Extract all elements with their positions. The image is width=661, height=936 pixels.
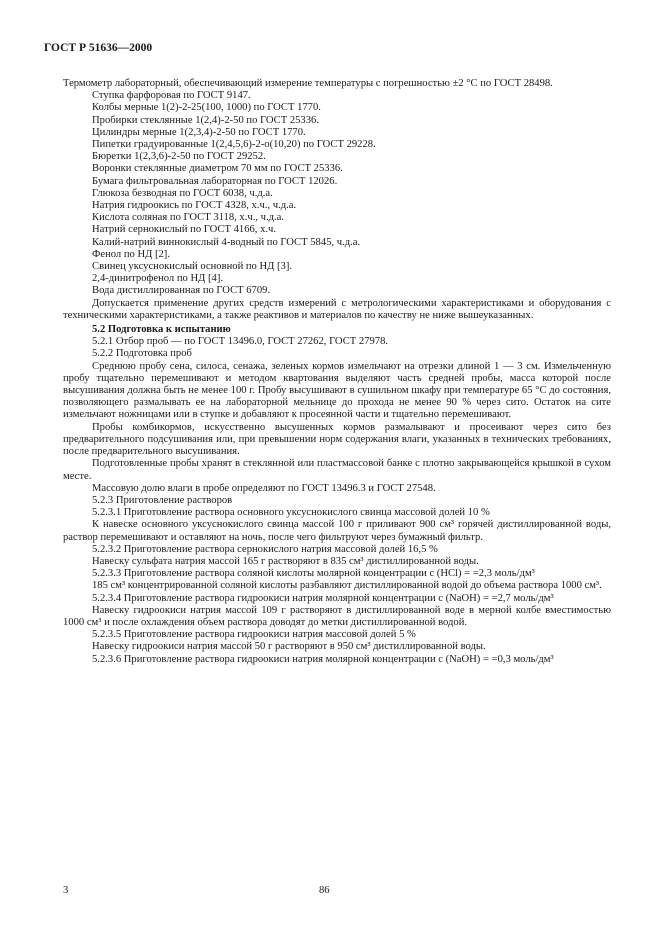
list-item: Пипетки градуированные 1(2,4,5,6)-2-о(10,20) по ГОСТ 29228. [92, 139, 376, 151]
paragraph: 5.2.2 Подготовка проб [92, 348, 192, 360]
paragraph: 5.2.3.5 Приготовление раствора гидроокиси натрия массовой долей 5 % [92, 629, 416, 641]
list-item: Бумага фильтровальная лабораторная по ГОСТ 12026. [92, 175, 338, 187]
page-number-left: 3 [63, 885, 69, 896]
document-body [63, 78, 611, 666]
paragraph: Подготовленные пробы хранят в стеклянной или пластмассовой банке с плотно закрывающейся крышкой в сухом месте. [63, 458, 611, 482]
list-item: Фенол по НД [2]. [92, 248, 170, 260]
paragraph: Массовую долю влаги в пробе определяют по ГОСТ 13496.3 и ГОСТ 27548. [92, 482, 436, 494]
paragraph: 5.2.3.2 Приготовление раствора сернокислого натрия массовой долей 16,5 % [92, 543, 438, 555]
list-item: Натрий сернокислый по ГОСТ 4166, х.ч. [92, 224, 277, 236]
list-item: Пробирки стеклянные 1(2,4)-2-50 по ГОСТ 25336. [92, 114, 319, 126]
list-item: Калий-натрий виннокислый 4-водный по ГОСТ 5845, ч.д.а. [92, 236, 361, 248]
paragraph: 5.2.3 Приготовление растворов [92, 494, 233, 506]
list-item: Воронки стеклянные диаметром 70 мм по ГОСТ 25336. [92, 163, 343, 175]
paragraph: Навеску сульфата натрия массой 165 г растворяют в 835 см³ дистиллированной воды. [92, 555, 479, 567]
paragraph: Термометр лабораторный, обеспечивающий измерение температуры с погрешностью ±2 °С по ГОСТ 28498. [63, 78, 553, 89]
list-item: Свинец уксуснокислый основной по НД [3]. [92, 261, 293, 273]
document-header: ГОСТ Р 51636—2000 [44, 42, 153, 54]
page-number-center: 86 [319, 885, 330, 896]
paragraph: Навеску гидроокиси натрия массой 109 г растворяют в дистиллированной воде в мерной колбе вместимостью 1000 см³ и после охлаждения объем раствора доводят до метки дистиллированной водой. [63, 604, 611, 628]
paragraph: 5.2.3.4 Приготовление раствора гидроокиси натрия молярной концентрации c (NaOH) = =2,7 моль/дм³ [92, 592, 554, 604]
list-item: Цилиндры мерные 1(2,3,4)-2-50 по ГОСТ 1770. [92, 126, 306, 138]
list-item: Натрия гидроокись по ГОСТ 4328, х.ч., ч.д.а. [92, 200, 297, 212]
list-item: Кислота соляная по ГОСТ 3118, х.ч., ч.д.а. [92, 212, 285, 224]
list-item: Глюкоза безводная по ГОСТ 6038, ч.д.а. [92, 187, 273, 199]
list-item: Бюретки 1(2,3,6)-2-50 по ГОСТ 29252. [92, 151, 266, 163]
paragraph: 5.2.1 Отбор проб — по ГОСТ 13496.0, ГОСТ 27262, ГОСТ 27978. [92, 336, 389, 348]
list-item: 2,4-динитрофенол по НД [4]. [92, 273, 223, 285]
paragraph: К навеске основного уксуснокислого свинца массой 100 г приливают 900 см³ горячей дистиллированной воды, раствор перемешивают и оставляют на ночь, после чего фильтруют через бумажный фильтр. [63, 519, 611, 543]
section-heading [63, 324, 611, 336]
list-item: Вода дистиллированная по ГОСТ 6709. [92, 285, 271, 297]
paragraph: 5.2.3.6 Приготовление раствора гидроокиси натрия молярной концентрации c (NaOH) = =0,3 моль/дм³ [92, 653, 554, 665]
paragraph: Среднюю пробу сена, силоса, сенажа, зеленых кормов измельчают на отрезки длиной 1 — 3 см. Измельченную пробу тщательно перемешивают и методом квартования выделяют часть средней пробы, масса которой после высушивания должна быть не менее 100 г. Пробу высушивают в сушильном шкафу при температуре 65 °С до состояния, позволяющего размалывать ее на лабораторной мельнице до прохода не менее 90 % через сито. Остаток на сите измельчают ножницами или в ступке и добавляют к просеянной части и тщательно перемешивают. [63, 360, 611, 421]
paragraph: 5.2.3.3 Приготовление раствора соляной кислоты молярной концентрации c (HCl) = =2,3 моль/дм³ [92, 568, 535, 580]
paragraph: Допускается применение других средств измерений с метрологическими характеристиками и оборудования с техническими характеристиками, а также реактивов и материалов по качеству не ниже вышеуказанных. [63, 297, 611, 321]
section-heading-text: 5.2 Подготовка к испытанию [92, 324, 231, 336]
paragraph: 5.2.3.1 Приготовление раствора основного уксуснокислого свинца массовой долей 10 % [92, 507, 490, 519]
list-item: Колбы мерные 1(2)-2-25(100, 1000) по ГОСТ 1770. [92, 102, 321, 114]
paragraph: Навеску гидроокиси натрия массой 50 г растворяют в 950 см³ дистиллированной воды. [92, 641, 486, 653]
paragraph: 185 см³ концентрированной соляной кислоты разбавляют дистиллированной водой до объема раствора 1000 см³. [92, 580, 602, 592]
list-item: Ступка фарфоровая по ГОСТ 9147. [92, 90, 251, 102]
paragraph: Пробы комбикормов, искусственно высушенных кормов размалывают и просеивают через сито без предварительного подсушивания или, при превышении норм содержания влаги, указанных в технических требованиях, после предварительного высушивания. [63, 421, 611, 458]
